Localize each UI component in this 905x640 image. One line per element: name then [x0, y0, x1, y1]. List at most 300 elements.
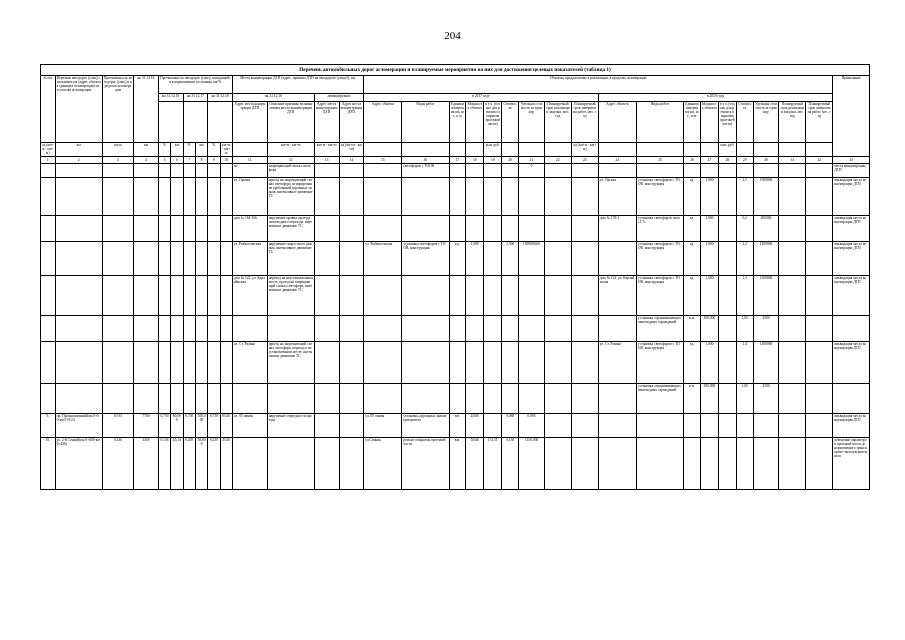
- header-objects: Объекты, предлагаемые к реализации, в пределах агломерации: [364, 76, 833, 94]
- table-cell: [402, 342, 449, 384]
- table-cell: [171, 384, 183, 414]
- table-cell: [484, 276, 502, 316]
- table-cell: [718, 414, 736, 438]
- table-cell: [339, 438, 364, 490]
- table-cell: [806, 216, 833, 242]
- table-cell: 0,046: [466, 438, 484, 490]
- unit-cell: [806, 143, 833, 157]
- table-cell: [171, 216, 183, 242]
- table-cell: [102, 164, 133, 178]
- header-dtp-address-17: Адрес места концентрации ДТП: [314, 102, 339, 143]
- header-road: Перечень автодорог (улиц) с указанием км (адрес объекта в границах агломерации) или участка агломерации: [55, 76, 102, 143]
- table-cell: [183, 276, 195, 316]
- table-cell: [484, 316, 502, 342]
- header-norm-sub: [208, 102, 233, 143]
- column-number: 19: [484, 157, 502, 164]
- table-cell: [55, 216, 102, 242]
- unit-cell: км+м - км+м: [220, 143, 232, 157]
- column-number: 12: [267, 157, 314, 164]
- table-cell: дом № 122, ул. Карлайнская: [598, 276, 636, 316]
- table-cell: 50,000: [195, 438, 207, 490]
- unit-cell: км+м - км+м: [314, 143, 339, 157]
- table-cell: [158, 342, 170, 384]
- table-cell: [718, 216, 736, 242]
- table-cell: [544, 316, 571, 342]
- header-2018-unitcost: Удельная стоимость за единицу: [753, 102, 779, 143]
- table-cell: 300,000: [700, 384, 718, 414]
- table-cell: [700, 164, 718, 178]
- table-cell: ул. Орская: [598, 178, 636, 216]
- table-cell: нарушение правил проезда пешеходного перехода, интенсивное движение ТС: [267, 216, 314, 242]
- table-cell: [220, 242, 232, 276]
- column-number: 29: [736, 157, 753, 164]
- unit-cell: млн. руб.: [484, 143, 502, 157]
- table-cell: 85,00: [220, 414, 232, 438]
- table-row: [41, 384, 870, 414]
- header-year-2018: в 2018 году: [598, 94, 833, 102]
- table-cell: 1,500: [502, 242, 519, 276]
- table-cell: [232, 316, 267, 342]
- table-cell: места концентрации ДТП: [833, 164, 870, 178]
- table-cell: доведение параметров проезжей части до нормативного транспортно-эксплуатационного: [833, 438, 870, 490]
- table-cell: 1,000: [466, 242, 484, 276]
- table-cell: [779, 414, 806, 438]
- table-cell: п.м.: [684, 316, 701, 342]
- table-cell: [220, 216, 232, 242]
- table-cell: 3456: [134, 438, 159, 490]
- table-cell: [55, 276, 102, 316]
- table-cell: 9.: [41, 414, 56, 438]
- table-cell: [195, 164, 207, 178]
- table-cell: [102, 316, 133, 342]
- table-cell: [267, 438, 314, 490]
- table-cell: [502, 216, 519, 242]
- table-cell: [466, 316, 484, 342]
- table-cell: [571, 164, 598, 178]
- unit-cell: км: [171, 143, 183, 157]
- table-cell: [183, 316, 195, 342]
- unit-cell: [700, 143, 718, 157]
- header-2017-unitcost: Удельная стоимость за единицу: [519, 102, 545, 143]
- table-row: [41, 438, 870, 490]
- table-cell: во: [232, 164, 267, 178]
- table-cell: [208, 316, 220, 342]
- header-eliminated: ликвидировано: [314, 94, 363, 102]
- table-cell: [41, 384, 56, 414]
- table-cell: 0,913: [102, 414, 133, 438]
- table-cell: [779, 316, 806, 342]
- table-cell: [598, 316, 636, 342]
- table-cell: [134, 242, 159, 276]
- table-cell: 45,00: [220, 438, 232, 490]
- table-cell: [220, 178, 232, 216]
- header-2017-works: Виды работ: [402, 102, 449, 143]
- table-cell: 1,3: [736, 276, 753, 316]
- table-cell: [779, 216, 806, 242]
- header-dtp-date: на 31.12.16: [232, 94, 314, 102]
- table-cell: [41, 342, 56, 384]
- table-cell: 1400000: [753, 342, 779, 384]
- column-number: 11: [232, 157, 267, 164]
- table-cell: [41, 216, 56, 242]
- table-cell: [208, 242, 220, 276]
- unit-cell: ад (км+м - км+м): [571, 143, 598, 157]
- unit-cell: км: [195, 143, 207, 157]
- table-cell: [339, 242, 364, 276]
- table-cell: [55, 164, 102, 178]
- header-length-date: на 31.12.16: [134, 76, 159, 143]
- table-cell: [718, 342, 736, 384]
- table-cell: [466, 216, 484, 242]
- table-cell: дом № 164-166: [232, 216, 267, 242]
- table-cell: [183, 384, 195, 414]
- roads-table: [40, 64, 870, 490]
- table-cell: [484, 414, 502, 438]
- table-cell: ед.: [684, 342, 701, 384]
- table-cell: [55, 316, 102, 342]
- table-cell: [753, 414, 779, 438]
- column-number: 7: [183, 157, 195, 164]
- table-cell: [41, 316, 56, 342]
- unit-cell: [598, 143, 636, 157]
- table-cell: светофоров с ТООВ: [402, 164, 449, 178]
- header-dtp: Места концентрации ДТП (адрес, причина ДТП на автодороге (улице)), шт.: [232, 76, 363, 94]
- table-cell: [571, 242, 598, 276]
- column-number: 22: [544, 157, 571, 164]
- table-cell: 100,000: [195, 414, 207, 438]
- table-cell: [544, 384, 571, 414]
- table-cell: [571, 178, 598, 216]
- header-2018-capacity: Мощность объекта: [700, 102, 718, 143]
- table-cell: [718, 316, 736, 342]
- table-cell: ул. Ст. Разина: [232, 342, 267, 384]
- table-cell: запрещающий сигнал светофора: [267, 164, 314, 178]
- table-cell: ликвидация места концентрации ДТП: [833, 342, 870, 384]
- table-cell: [502, 316, 519, 342]
- table-cell: ед.: [684, 216, 701, 242]
- table-cell: [779, 342, 806, 384]
- table-cell: [700, 438, 718, 490]
- header-norm-date-1: на 31.12.16: [158, 94, 183, 102]
- table-cell: [779, 384, 806, 414]
- column-number: 15: [364, 157, 402, 164]
- column-number: 21: [519, 157, 545, 164]
- table-cell: [519, 316, 545, 342]
- header-2018-procure: Планируемый срок реализации закупки, мес. год: [779, 102, 806, 143]
- column-number: 16: [402, 157, 449, 164]
- table-cell: [779, 276, 806, 316]
- table-cell: [171, 178, 183, 216]
- table-cell: 1500000: [753, 178, 779, 216]
- table-cell: [718, 242, 736, 276]
- table-cell: проезд на запрещающий сигнал светофора, переход в неустановленном месте, интенсивное движение ТС: [267, 342, 314, 384]
- table-cell: [208, 178, 220, 216]
- table-cell: [55, 242, 102, 276]
- table-cell: 0,250: [208, 438, 220, 490]
- table-cell: [195, 384, 207, 414]
- table-cell: [544, 276, 571, 316]
- table-cell: [364, 276, 402, 316]
- table-row: [41, 216, 870, 242]
- header-dtp-address: Адрес места концентрации ДТП: [232, 102, 267, 143]
- table-cell: [544, 342, 571, 384]
- table-cell: [636, 414, 683, 438]
- table-cell: [718, 384, 736, 414]
- table-cell: [502, 384, 519, 414]
- table-cell: установка ограничивающих пешеходных ограждений: [636, 384, 683, 414]
- table-cell: [571, 216, 598, 242]
- table-cell: 1,5: [736, 178, 753, 216]
- table-cell: [502, 164, 519, 178]
- table-cell: установка светофоров с ТООВ, конструкция: [402, 242, 449, 276]
- table-cell: [753, 438, 779, 490]
- table-cell: [220, 342, 232, 384]
- unit-cell: [736, 143, 753, 157]
- table-cell: [571, 384, 598, 414]
- column-number: 5: [158, 157, 170, 164]
- table-cell: [364, 178, 402, 216]
- table-cell: [806, 384, 833, 414]
- table-cell: ликвидация места концентрации ДТП: [833, 276, 870, 316]
- table-cell: [571, 316, 598, 342]
- table-cell: п.м.: [684, 384, 701, 414]
- table-cell: [102, 276, 133, 316]
- table-cell: [134, 316, 159, 342]
- table-cell: [208, 384, 220, 414]
- table-cell: [339, 384, 364, 414]
- table-cell: [102, 178, 133, 216]
- table-cell: [833, 316, 870, 342]
- table-cell: [158, 164, 170, 178]
- table-row: [41, 316, 870, 342]
- table-cell: 0,750: [183, 414, 195, 438]
- header-note: Примечание: [833, 76, 870, 157]
- table-cell: [41, 164, 56, 178]
- column-number: 18: [466, 157, 484, 164]
- table-cell: 0,2: [736, 216, 753, 242]
- header-norm-date-3: на 31.12.18: [208, 94, 233, 102]
- table-row: [41, 414, 870, 438]
- document-table-area: [40, 64, 870, 626]
- table-cell: [364, 342, 402, 384]
- column-number: 8: [195, 157, 207, 164]
- table-cell: [718, 178, 736, 216]
- header-2017-finish: Планируемый срок завершения работ, мес. год: [571, 102, 598, 143]
- table-cell: [364, 384, 402, 414]
- table-cell: ул. Ст. Разина: [598, 342, 636, 384]
- table-cell: [220, 316, 232, 342]
- unit-cell: км+м - км+м: [267, 143, 314, 157]
- table-cell: [484, 178, 502, 216]
- table-cell: [364, 216, 402, 242]
- table-cell: 1200000: [753, 242, 779, 276]
- table-cell: 1,4: [736, 342, 753, 384]
- column-number: 3: [102, 157, 133, 164]
- table-cell: [102, 242, 133, 276]
- table-cell: [519, 276, 545, 316]
- table-cell: ликвидация места концентрации ДТП: [833, 216, 870, 242]
- column-number: 30: [753, 157, 779, 164]
- table-cell: установка светофоров типа «Т.7»: [636, 216, 683, 242]
- table-cell: 2,000: [466, 414, 484, 438]
- table-cell: [314, 216, 339, 242]
- table-cell: [806, 316, 833, 342]
- table-cell: [544, 242, 571, 276]
- table-cell: установка светофоров с ТООВ, конструкция: [636, 242, 683, 276]
- table-cell: [171, 276, 183, 316]
- table-cell: [598, 164, 636, 178]
- header-2017-capacity: Мощность объекта: [466, 102, 484, 143]
- table-cell: [753, 164, 779, 178]
- table-cell: [779, 164, 806, 178]
- column-number: 13: [314, 157, 339, 164]
- table-cell: [314, 342, 339, 384]
- table-cell: установка светофоров с ТООВ, конструкция: [636, 178, 683, 216]
- column-number: 1: [41, 157, 56, 164]
- header-length: Протяженность автодорог (улиц) в пределах агломерации: [102, 76, 133, 143]
- table-cell: 1,2: [736, 242, 753, 276]
- table-cell: [598, 438, 636, 490]
- table-cell: [544, 438, 571, 490]
- unit-cell: [519, 143, 545, 157]
- table-cell: дом № 122, ул. Карлайнская: [232, 276, 267, 316]
- unit-cell: млн. руб.: [718, 143, 736, 157]
- unit-cell: [779, 143, 806, 157]
- table-cell: [55, 384, 102, 414]
- table-cell: 0,750: [208, 414, 220, 438]
- table-cell: [519, 216, 545, 242]
- table-cell: 0,085: [519, 414, 545, 438]
- table-cell: [232, 384, 267, 414]
- table-cell: ул. 2-й Сенной(км 0+000-км 0+436): [55, 438, 102, 490]
- table-cell: [55, 178, 102, 216]
- column-number: 28: [718, 157, 736, 164]
- table-cell: [466, 178, 484, 216]
- table-cell: [208, 164, 220, 178]
- table-cell: установка светофоров с ТООВ, конструкция: [636, 276, 683, 316]
- table-cell: [267, 316, 314, 342]
- table-cell: [571, 414, 598, 438]
- table-cell: [598, 242, 636, 276]
- header-2018-unit: Единица измерения км, шт., п.м.: [684, 102, 701, 143]
- table-cell: [267, 384, 314, 414]
- table-cell: ед.: [449, 242, 466, 276]
- table-cell: 0,080: [502, 414, 519, 438]
- table-cell: [171, 316, 183, 342]
- table-row: [41, 164, 870, 178]
- table-cell: [449, 342, 466, 384]
- table-cell: [314, 242, 339, 276]
- unit-cell: [753, 143, 779, 157]
- table-cell: [220, 276, 232, 316]
- table-cell: [134, 276, 159, 316]
- table-cell: [519, 178, 545, 216]
- table-cell: [718, 164, 736, 178]
- header-2018-address: Адрес объекта: [598, 102, 636, 143]
- table-cell: [806, 342, 833, 384]
- header-2017-address: Адрес объекта: [364, 102, 402, 143]
- table-cell: нарушение скоростного режима, интенсивное движение ТС: [267, 242, 314, 276]
- table-cell: [195, 276, 207, 316]
- unit-cell: %: [208, 143, 220, 157]
- table-cell: [449, 384, 466, 414]
- unit-cell: [466, 143, 484, 157]
- column-number: 2: [55, 157, 102, 164]
- table-cell: [364, 316, 402, 342]
- table-cell: 1300000: [753, 276, 779, 316]
- table-cell: [183, 342, 195, 384]
- column-number: 25: [636, 157, 683, 164]
- table-cell: [544, 164, 571, 178]
- table-cell: 3500: [753, 316, 779, 342]
- table-cell: [102, 384, 133, 414]
- header-norm-sub: [183, 102, 208, 143]
- column-number: 33: [833, 157, 870, 164]
- table-cell: 1,000: [700, 242, 718, 276]
- table-cell: установка дорожных знаков приоритета: [402, 414, 449, 438]
- table-cell: установка светофоров с ТООВ, конструкция: [636, 342, 683, 384]
- table-cell: [684, 164, 701, 178]
- table-cell: 1,000: [700, 276, 718, 316]
- table-cell: [544, 178, 571, 216]
- table-cell: [339, 316, 364, 342]
- column-number: 14: [339, 157, 364, 164]
- table-cell: [779, 178, 806, 216]
- header-2017-procure: Планируемый срок реализации закупки, мес. год: [544, 102, 571, 143]
- table-cell: [806, 276, 833, 316]
- table-cell: [183, 216, 195, 242]
- header-2018-finish: Планируемый срок завершения работ, мес. год: [806, 102, 833, 143]
- table-cell: 131,11: [484, 438, 502, 490]
- table-cell: [466, 164, 484, 178]
- table-cell: [779, 438, 806, 490]
- table-cell: [220, 384, 232, 414]
- table-cell: 0,205: [183, 438, 195, 490]
- table-cell: [220, 164, 232, 178]
- table-row: [41, 276, 870, 316]
- table-cell: [195, 316, 207, 342]
- table-cell: [195, 342, 207, 384]
- header-2017-repair: в т.ч. (только для ремонта покрытия проезжей части): [484, 102, 502, 143]
- table-cell: [833, 384, 870, 414]
- table-cell: ликвидация места концентрации ДТП: [833, 242, 870, 276]
- table-cell: [544, 216, 571, 242]
- table-cell: 1,05: [736, 316, 753, 342]
- table-cell: [134, 216, 159, 242]
- table-cell: [598, 384, 636, 414]
- table-cell: [208, 276, 220, 316]
- table-cell: [402, 384, 449, 414]
- table-cell: [158, 276, 170, 316]
- table-cell: ул. Орская: [232, 178, 267, 216]
- table-cell: [171, 342, 183, 384]
- table-cell: нарушение очередности проезда: [267, 414, 314, 438]
- table-cell: [134, 178, 159, 216]
- table-cell: 3500: [753, 384, 779, 414]
- header-norm: Протяженность автодорог (улиц), находящейся в нормативном состоянии, км/%: [158, 76, 232, 94]
- table-cell: ликвидация места концентрации ДТП: [833, 414, 870, 438]
- table-cell: переход на неустановленном месте, проезд на запрещающий сигнал светофора, интенсивное движение ТС: [267, 276, 314, 316]
- table-cell: [736, 414, 753, 438]
- table-cell: [718, 438, 736, 490]
- column-number: 17: [449, 157, 466, 164]
- table-cell: [183, 242, 195, 276]
- table-cell: ремонт покрытия проезжей части: [402, 438, 449, 490]
- table-cell: [195, 216, 207, 242]
- table-cell: ул. Рыбносенская: [232, 242, 267, 276]
- column-number: 6: [171, 157, 183, 164]
- table-cell: 1,000: [700, 342, 718, 384]
